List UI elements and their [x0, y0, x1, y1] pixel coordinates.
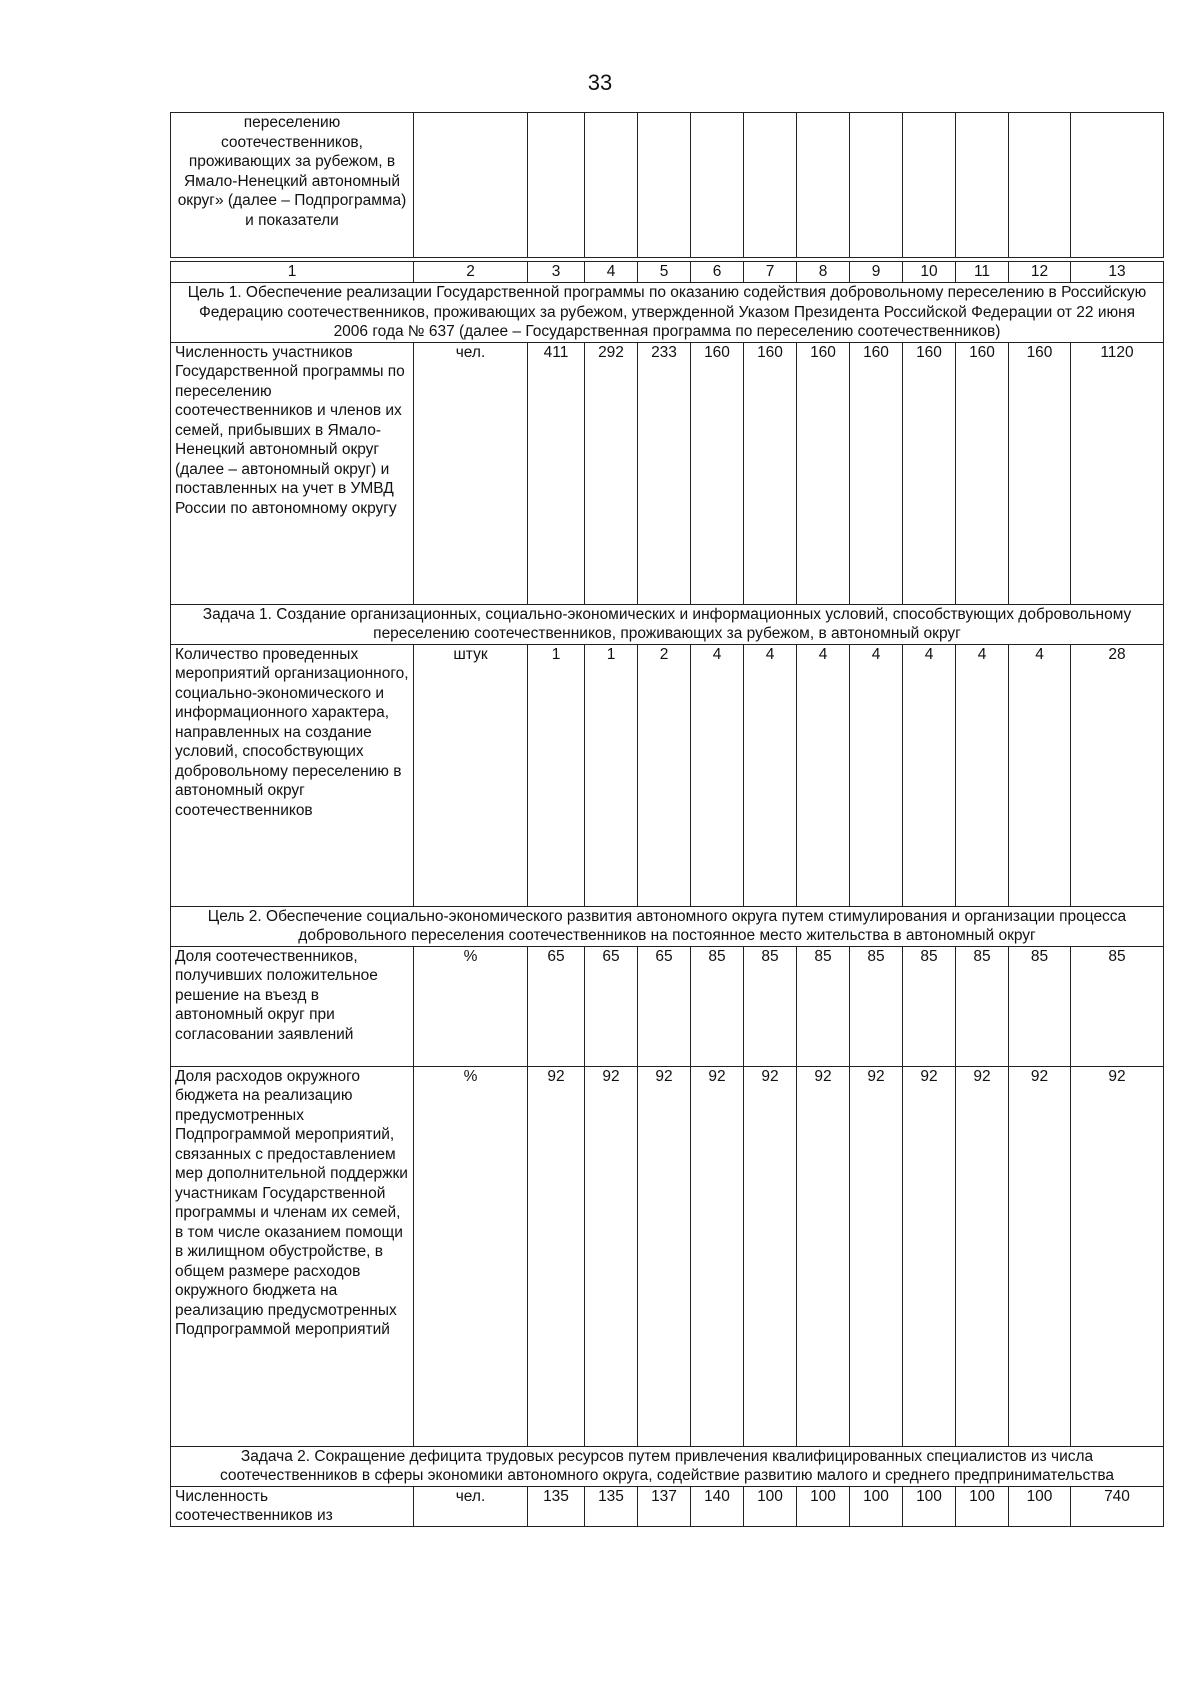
indicator-name: Количество проведенных мероприятий организационного, социально-экономического и информационного характера, направленных на создание условий, способствующих добровольному переселению в автономный округ соотечественников	[171, 644, 414, 906]
column-number: 13	[1071, 262, 1164, 283]
value-cell: 160	[850, 342, 903, 604]
value-cell: 140	[691, 1486, 744, 1526]
indicator-name: Численность участников Государственной программы по переселению соотечественников и членов их семей, прибывших в Ямало-Ненецкий автономный округ (далее – автономный округ) и поставленных на учет в УМВД России по автономному округу	[171, 342, 414, 604]
value-cell: 4	[744, 644, 797, 906]
value-cell: 137	[638, 1486, 691, 1526]
value-cell: 92	[850, 1066, 903, 1446]
column-number: 2	[414, 262, 528, 283]
value-cell: 100	[903, 1486, 956, 1526]
indicator-unit: %	[414, 1066, 528, 1446]
table-header-row	[171, 113, 1164, 258]
value-cell: 85	[903, 946, 956, 1066]
value-cell: 411	[528, 342, 585, 604]
value-cell: 4	[850, 644, 903, 906]
table-row	[171, 1066, 1164, 1446]
table-row	[171, 644, 1164, 906]
value-cell: 85	[850, 946, 903, 1066]
value-cell: 135	[528, 1486, 585, 1526]
value-cell: 85	[1009, 946, 1071, 1066]
value-cell: 92	[903, 1066, 956, 1446]
indicators-table	[170, 112, 1164, 1527]
value-cell: 135	[585, 1486, 638, 1526]
value-cell: 92	[744, 1066, 797, 1446]
value-cell: 1	[528, 644, 585, 906]
column-number: 5	[638, 262, 691, 283]
value-cell: 160	[956, 342, 1009, 604]
value-cell: 1120	[1071, 342, 1164, 604]
value-cell: 740	[1071, 1486, 1164, 1526]
value-cell: 28	[1071, 644, 1164, 906]
value-cell: 65	[638, 946, 691, 1066]
task-1-row	[171, 604, 1164, 644]
indicator-unit: штук	[414, 644, 528, 906]
table-row	[171, 1486, 1164, 1526]
value-cell: 85	[1071, 946, 1164, 1066]
value-cell: 65	[528, 946, 585, 1066]
page-number: 33	[587, 70, 613, 95]
column-number: 11	[956, 262, 1009, 283]
indicator-unit: %	[414, 946, 528, 1066]
value-cell: 4	[956, 644, 1009, 906]
indicator-name: Численность соотечественников из	[171, 1486, 414, 1526]
task-2-row	[171, 1446, 1164, 1486]
column-numbers-row	[171, 262, 1164, 283]
value-cell: 160	[1009, 342, 1071, 604]
table-row	[171, 342, 1164, 604]
value-cell: 92	[638, 1066, 691, 1446]
value-cell: 4	[1009, 644, 1071, 906]
value-cell: 2	[638, 644, 691, 906]
indicator-name: Доля соотечественников, получивших положительное решение на въезд в автономный округ при согласовании заявлений	[171, 946, 414, 1066]
value-cell: 85	[691, 946, 744, 1066]
value-cell: 85	[744, 946, 797, 1066]
column-number: 4	[585, 262, 638, 283]
value-cell: 233	[638, 342, 691, 604]
value-cell: 92	[1009, 1066, 1071, 1446]
value-cell: 1	[585, 644, 638, 906]
value-cell: 100	[744, 1486, 797, 1526]
column-number: 1	[171, 262, 414, 283]
value-cell: 292	[585, 342, 638, 604]
goal-1-row	[171, 283, 1164, 343]
value-cell: 4	[903, 644, 956, 906]
goal-2-row	[171, 906, 1164, 946]
value-cell: 4	[691, 644, 744, 906]
indicator-name: Доля расходов окружного бюджета на реализацию предусмотренных Подпрограммой мероприятий, связанных с предоставлением мер дополнительной поддержки участникам Государственной программы и членам их семей, в том числе оказанием помощи в жилищном обустройстве, в общем размере расходов окружного бюджета на реализацию предусмотренных Подпрограммой мероприятий	[171, 1066, 414, 1446]
column-number: 12	[1009, 262, 1071, 283]
value-cell: 100	[850, 1486, 903, 1526]
column-number: 7	[744, 262, 797, 283]
header-cell: переселению соотечественников, проживающих за рубежом, в Ямало-Ненецкий автономный округ» (далее – Подпрограмма) и показатели	[171, 113, 414, 258]
column-number: 9	[850, 262, 903, 283]
column-number: 8	[797, 262, 850, 283]
table-row	[171, 946, 1164, 1066]
value-cell: 92	[1071, 1066, 1164, 1446]
value-cell: 85	[956, 946, 1009, 1066]
column-number: 6	[691, 262, 744, 283]
value-cell: 100	[797, 1486, 850, 1526]
value-cell: 92	[585, 1066, 638, 1446]
value-cell: 160	[797, 342, 850, 604]
value-cell: 92	[691, 1066, 744, 1446]
goal-1-text: Цель 1. Обеспечение реализации Государственной программы по оказанию содействия добровольному переселению в Российскую Федерацию соотечественников, проживающих за рубежом, утвержденной Указом Президента Российской Федерации от 22 июня 2006 года № 637 (далее – Государственная программа по переселению соотечественников)	[171, 283, 1164, 343]
indicator-unit: чел.	[414, 342, 528, 604]
value-cell: 92	[956, 1066, 1009, 1446]
value-cell: 160	[903, 342, 956, 604]
indicator-unit: чел.	[414, 1486, 528, 1526]
task-2-text: Задача 2. Сокращение дефицита трудовых ресурсов путем привлечения квалифицированных специалистов из числа соотечественников в сферы экономики автономного округа, содействие развитию малого и среднего предпринимательства	[171, 1446, 1164, 1486]
value-cell: 160	[744, 342, 797, 604]
value-cell: 100	[956, 1486, 1009, 1526]
value-cell: 85	[797, 946, 850, 1066]
value-cell: 92	[797, 1066, 850, 1446]
value-cell: 4	[797, 644, 850, 906]
value-cell: 100	[1009, 1486, 1071, 1526]
value-cell: 160	[691, 342, 744, 604]
value-cell: 65	[585, 946, 638, 1066]
task-1-text: Задача 1. Создание организационных, социально-экономических и информационных условий, способствующих добровольному переселению соотечественников, проживающих за рубежом, в автономный округ	[171, 604, 1164, 644]
column-number: 3	[528, 262, 585, 283]
column-number: 10	[903, 262, 956, 283]
value-cell: 92	[528, 1066, 585, 1446]
goal-2-text: Цель 2. Обеспечение социально-экономического развития автономного округа путем стимулирования и организации процесса добровольного переселения соотечественников на постоянное место жительства в автономный округ	[171, 906, 1164, 946]
